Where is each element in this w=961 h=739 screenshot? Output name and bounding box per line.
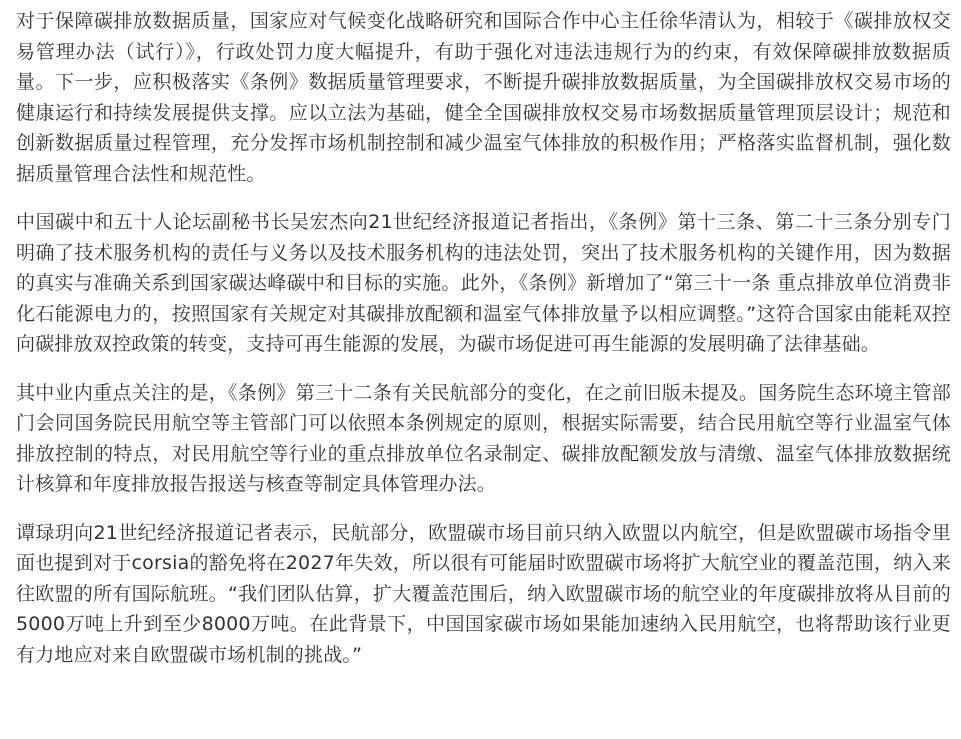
article-paragraph: 对于保障碳排放数据质量，国家应对气候变化战略研究和国际合作中心主任徐华清认为，相较于《碳排放权交易管理办法（试行）》，行政处罚力度大幅提升，有助于强化对违法违规行为的约束，有效保障碳排放数据质量。下一步，应积极落实《条例》数据质量管理要求，不断提升碳排放数据质量，为全国碳排放权交易市场的健康运行和持续发展提供支撑。应以立法为基础，健全全国碳排放权交易市场数据质量管理顶层设计；规范和创新数据质量过程管理，充分发挥市场机制控制和减少温室气体排放的积极作用；严格落实监督机制，强化数据质量管理合法性和规范性。 — [16, 10, 951, 185]
article-paragraph: 其中业内重点关注的是，《条例》第三十二条有关民航部分的变化，在之前旧版未提及。国务院生态环境主管部门会同国务院民用航空等主管部门可以依照本条例规定的原则，根据实际需要，结合民用航空等行业温室气体排放控制的特点，对民用航空等行业的重点排放单位名录制定、碳排放配额发放与清缴、温室气体排放数据统计核算和年度排放报告报送与核查等制定具体管理办法。 — [16, 381, 951, 495]
article-paragraph: 中国碳中和五十人论坛副秘书长吴宏杰向21世纪经济报道记者指出，《条例》第十三条、第二十三条分别专门明确了技术服务机构的责任与义务以及技术服务机构的违法处罚，突出了技术服务机构的关键作用，因为数据的真实与准确关系到国家碳达峰碳中和目标的实施。此外，《条例》新增加了“第三十一条 重点排放单位消费非化石能源电力的，按照国家有关规定对其碳排放配额和温室气体排放量予以相应调整。”这符合国家由能耗双控向碳排放双控政策的转变，支持可再生能源的发展，为碳市场促进可再生能源的发展明确了法律基础。 — [16, 211, 951, 355]
article-paragraph: 谭琭玥向21世纪经济报道记者表示，民航部分，欧盟碳市场目前只纳入欧盟以内航空，但是欧盟碳市场指令里面也提到对于corsia的豁免将在2027年失效，所以很有可能届时欧盟碳市场将扩大航空业的覆盖范围，纳入来往欧盟的所有国际航班。“我们团队估算，扩大覆盖范围后，纳入欧盟碳市场的航空业的年度碳排放将从目前的5000万吨上升到至少8000万吨。在此背景下，中国国家碳市场如果能加速纳入民用航空，也将帮助该行业更有力地应对来自欧盟碳市场机制的挑战。” — [16, 521, 951, 666]
